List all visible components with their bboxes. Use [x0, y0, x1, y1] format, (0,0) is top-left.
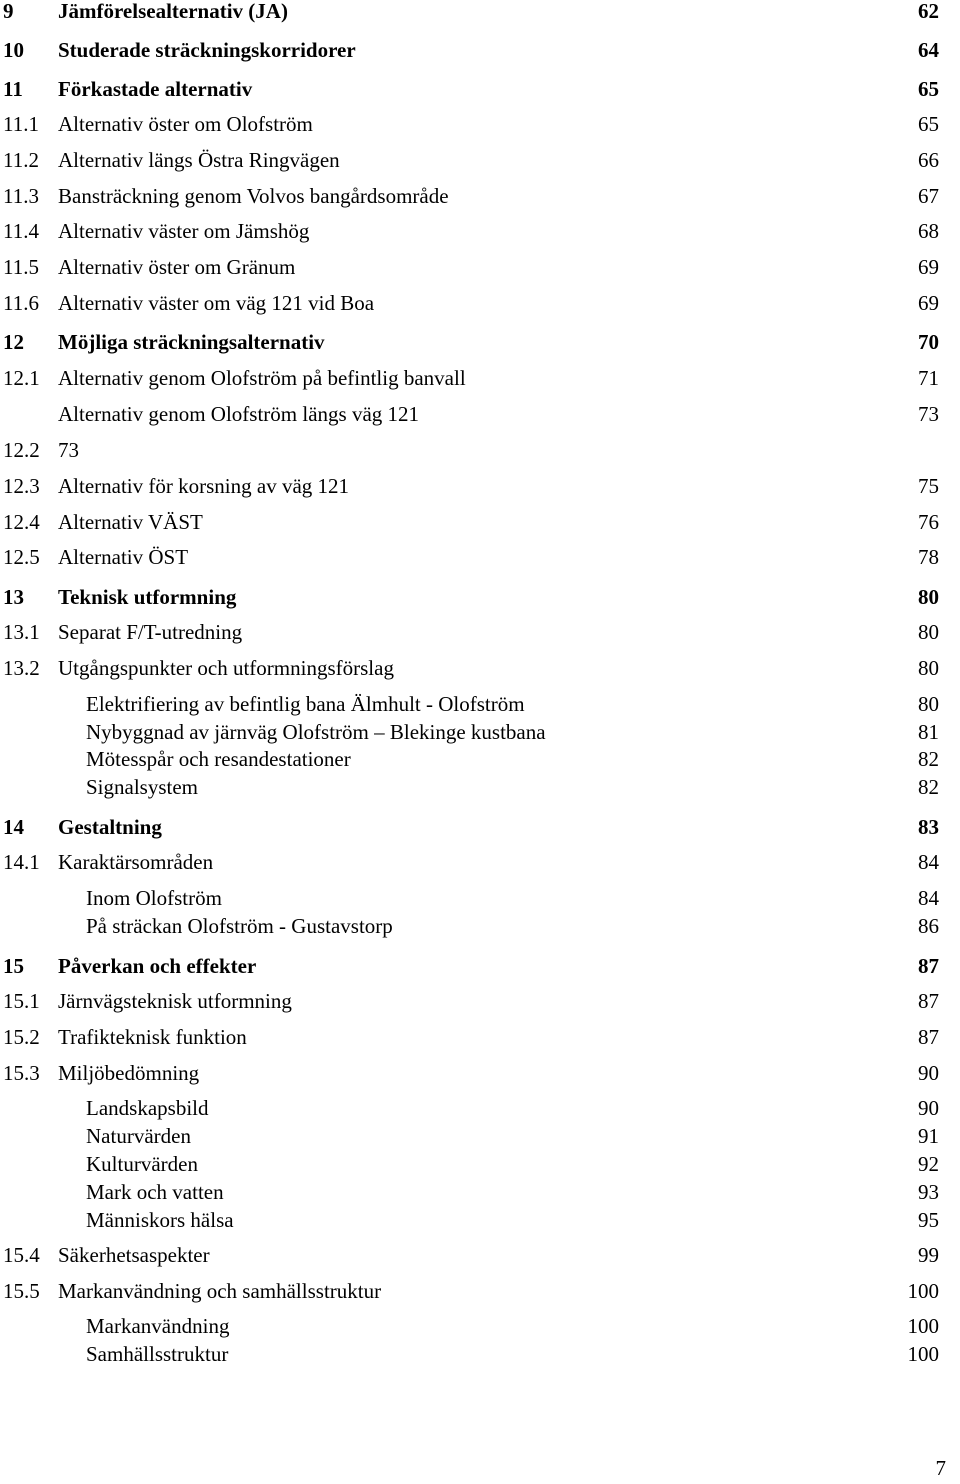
toc-entry-title: Kulturvärden — [86, 1152, 198, 1176]
toc-entry-number: 14.1 — [3, 850, 40, 874]
toc-entry-number: 15 — [3, 954, 24, 978]
toc-entry-title: Markanvändning och samhällsstruktur — [58, 1279, 382, 1303]
toc-entry-title: Miljöbedömning — [58, 1061, 200, 1085]
toc-entry-number: 12.3 — [3, 474, 40, 498]
toc-entry-page: 83 — [918, 815, 939, 839]
toc-entry[interactable] — [0, 252, 960, 282]
toc-entry-title: Mötesspår och resandestationer — [86, 747, 351, 771]
toc-entry-title: Signalsystem — [86, 775, 199, 799]
toc-entry-page: 91 — [918, 1124, 939, 1148]
toc-entry[interactable] — [0, 109, 960, 139]
toc-entry-title: Påverkan och effekter — [58, 954, 257, 978]
toc-entry-page: 67 — [918, 184, 939, 208]
toc-entry-page: 82 — [918, 747, 939, 771]
toc-entry-number: 14 — [3, 815, 24, 839]
toc-entry-title: Alternativ genom Olofström längs väg 121 — [58, 402, 420, 426]
toc-entry-page: 100 — [907, 1314, 939, 1338]
toc-entry-page: 80 — [918, 585, 939, 609]
toc-entry-number: 12.5 — [3, 545, 40, 569]
toc-entry-title: Alternativ ÖST — [58, 545, 189, 569]
toc-entry[interactable] — [0, 1093, 960, 1123]
toc-entry-title: Trafikteknisk funktion — [58, 1025, 247, 1049]
toc-entry-page: 81 — [918, 720, 939, 744]
toc-entry[interactable] — [0, 653, 960, 683]
toc-entry[interactable] — [0, 1177, 960, 1207]
toc-entry-page: 86 — [918, 914, 939, 938]
toc-entry[interactable] — [0, 1121, 960, 1151]
toc-entry-number: 13 — [3, 585, 24, 609]
toc-entry-number: 11.5 — [3, 255, 39, 279]
toc-entry-page: 90 — [918, 1061, 939, 1085]
toc-entry[interactable] — [0, 883, 960, 913]
toc-entry-title: Alternativ väster om Jämshög — [58, 219, 310, 243]
toc-entry-number: 12.4 — [3, 510, 40, 534]
toc-entry-page: 95 — [918, 1208, 939, 1232]
toc-entry-number: 13.1 — [3, 620, 40, 644]
toc-entry[interactable] — [0, 74, 960, 104]
toc-entry-number: 11.2 — [3, 148, 39, 172]
toc-entry-title: Möjliga sträckningsalternativ — [58, 330, 325, 354]
toc-entry-page: 76 — [918, 510, 939, 534]
toc-entry-title: Alternativ för korsning av väg 121 — [58, 474, 350, 498]
toc-entry-page: 64 — [918, 38, 939, 62]
toc-entry-title: Alternativ väster om väg 121 vid Boa — [58, 291, 375, 315]
toc-entry-number: 11.3 — [3, 184, 39, 208]
toc-entry-number: 15.3 — [3, 1061, 40, 1085]
toc-entry-page: 78 — [918, 545, 939, 569]
toc-entry[interactable] — [0, 471, 960, 501]
toc-entry-page: 69 — [918, 255, 939, 279]
toc-entry-page: 69 — [918, 291, 939, 315]
toc-entry[interactable] — [0, 435, 960, 465]
toc-entry[interactable] — [0, 1311, 960, 1341]
toc-entry[interactable] — [0, 363, 960, 393]
toc-entry-page: 84 — [918, 886, 939, 910]
toc-entry-title: Karaktärsområden — [58, 850, 214, 874]
toc-entry-number: 11.1 — [3, 112, 39, 136]
toc-entry[interactable] — [0, 145, 960, 175]
toc-entry-page: 80 — [918, 620, 939, 644]
toc-entry-page: 71 — [918, 366, 939, 390]
toc-entry-title: Studerade sträckningskorridorer — [58, 38, 356, 62]
toc-entry-title: Människors hälsa — [86, 1208, 234, 1232]
toc-entry[interactable] — [0, 744, 960, 774]
toc-entry[interactable] — [0, 1022, 960, 1052]
toc-entry-title: Alternativ VÄST — [58, 510, 203, 534]
toc-entry-page: 65 — [918, 77, 939, 101]
toc-entry[interactable] — [0, 717, 960, 747]
toc-entry[interactable] — [0, 1205, 960, 1235]
toc-entry-page: 80 — [918, 656, 939, 680]
toc-entry-number: 13.2 — [3, 656, 40, 680]
toc-entry-number: 15.2 — [3, 1025, 40, 1049]
toc-entry[interactable] — [0, 1058, 960, 1088]
toc-entry-title: Järnvägsteknisk utformning — [58, 989, 292, 1013]
toc-entry[interactable] — [0, 986, 960, 1016]
toc-entry-title: Alternativ öster om Gränum — [58, 255, 296, 279]
toc-entry-title: Alternativ genom Olofström på befintlig banvall — [58, 366, 466, 390]
toc-entry-page: 73 — [918, 402, 939, 426]
toc-entry-number: 12.1 — [3, 366, 40, 390]
toc-entry[interactable] — [0, 1149, 960, 1179]
toc-entry[interactable] — [0, 35, 960, 65]
toc-entry-title: Jämförelsealternativ (JA) — [58, 0, 288, 23]
toc-entry-title: Naturvärden — [86, 1124, 191, 1148]
toc-entry-page: 62 — [918, 0, 939, 23]
toc-entry[interactable] — [0, 181, 960, 211]
toc-entry-title: Teknisk utformning — [58, 585, 237, 609]
toc-entry-number: 9 — [3, 0, 14, 23]
toc-entry-title: Utgångspunkter och utformningsförslag — [58, 656, 394, 680]
toc-entry-page: 99 — [918, 1243, 939, 1267]
toc-entry-title: Markanvändning — [86, 1314, 230, 1338]
toc-entry-title: På sträckan Olofström - Gustavstorp — [86, 914, 393, 938]
toc-entry[interactable] — [0, 812, 960, 842]
toc-entry[interactable] — [0, 288, 960, 318]
toc-entry-title: Separat F/T-utredning — [58, 620, 243, 644]
toc-entry-number: 15.5 — [3, 1279, 40, 1303]
toc-entry-title: Alternativ öster om Olofström — [58, 112, 313, 136]
toc-entry-number: 10 — [3, 38, 24, 62]
toc-entry-number: 11 — [3, 77, 23, 101]
toc-entry-number: 15.1 — [3, 989, 40, 1013]
toc-entry-title: Nybyggnad av järnväg Olofström – Blekinge kustbana — [86, 720, 546, 744]
toc-entry-page: 65 — [918, 112, 939, 136]
toc-entry-page: 93 — [918, 1180, 939, 1204]
toc-entry-number: 11.6 — [3, 291, 39, 315]
toc-entry[interactable] — [0, 1276, 960, 1306]
toc-entry[interactable] — [0, 1240, 960, 1270]
toc-entry[interactable] — [0, 617, 960, 647]
toc-entry[interactable] — [0, 689, 960, 719]
toc-entry[interactable] — [0, 216, 960, 246]
toc-entry-title: Alternativ längs Östra Ringvägen — [58, 148, 340, 172]
toc-entry[interactable] — [0, 542, 960, 572]
toc-entry[interactable] — [0, 1339, 960, 1369]
page-number: 7 — [935, 1456, 946, 1480]
toc-entry-page: 87 — [918, 989, 939, 1013]
toc-entry-number: 12 — [3, 330, 24, 354]
toc-entry-title: Landskapsbild — [86, 1096, 209, 1120]
toc-entry-title: Bansträckning genom Volvos bangårdsområde — [58, 184, 449, 208]
toc-entry-page: 68 — [918, 219, 939, 243]
toc-entry-title: Säkerhetsaspekter — [58, 1243, 210, 1267]
toc-entry-title: 73 — [58, 438, 79, 462]
toc-entry-page: 75 — [918, 474, 939, 498]
toc-entry[interactable] — [0, 951, 960, 981]
toc-entry-page: 70 — [918, 330, 939, 354]
toc-entry-page: 90 — [918, 1096, 939, 1120]
toc-entry-number: 15.4 — [3, 1243, 40, 1267]
toc-entry[interactable] — [0, 0, 960, 26]
toc-entry-page: 84 — [918, 850, 939, 874]
toc-entry-page: 82 — [918, 775, 939, 799]
toc-entry-page: 100 — [907, 1279, 939, 1303]
toc-entry[interactable] — [0, 582, 960, 612]
toc-entry-page: 92 — [918, 1152, 939, 1176]
toc-entry[interactable] — [0, 772, 960, 802]
toc-entry-number: 11.4 — [3, 219, 39, 243]
toc-entry-title: Inom Olofström — [86, 886, 222, 910]
toc-entry-title: Förkastade alternativ — [58, 77, 253, 101]
toc-entry-number: 12.2 — [3, 438, 40, 462]
toc-entry[interactable] — [0, 327, 960, 357]
toc-entry-page: 66 — [918, 148, 939, 172]
toc-entry-title: Gestaltning — [58, 815, 162, 839]
toc-entry-page: 100 — [907, 1342, 939, 1366]
toc-entry[interactable] — [0, 399, 960, 429]
toc-entry[interactable] — [0, 911, 960, 941]
toc-entry-page: 87 — [918, 1025, 939, 1049]
toc-entry-title: Elektrifiering av befintlig bana Älmhult - Olofström — [86, 692, 525, 716]
toc-entry[interactable] — [0, 507, 960, 537]
toc-entry-title: Mark och vatten — [86, 1180, 224, 1204]
toc-entry-title: Samhällsstruktur — [86, 1342, 229, 1366]
toc-entry-page: 80 — [918, 692, 939, 716]
toc-entry[interactable] — [0, 847, 960, 877]
toc-entry-page: 87 — [918, 954, 939, 978]
